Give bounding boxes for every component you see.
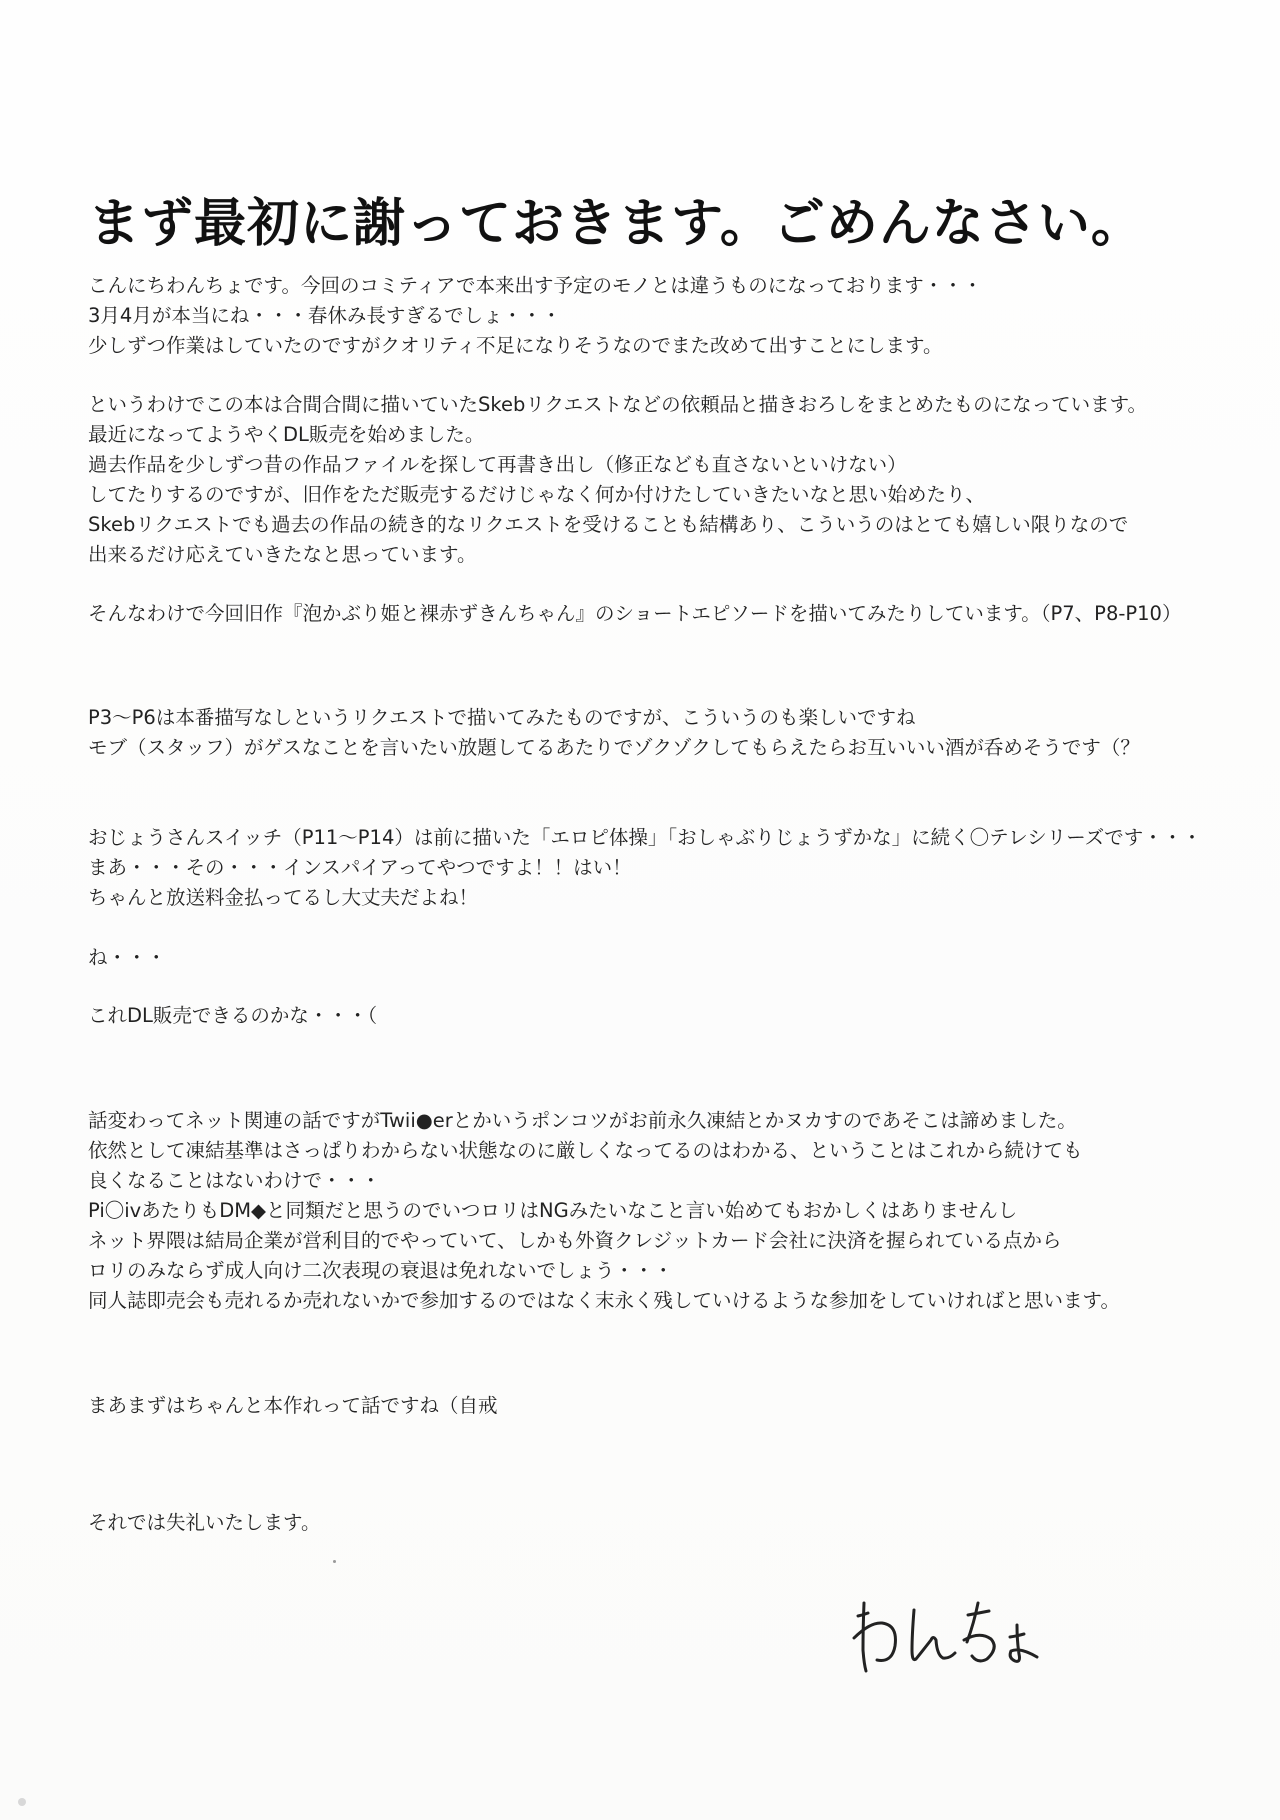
text-line: 3月4月が本当にね・・・春休み長すぎるでしょ・・・ xyxy=(88,304,562,327)
text-line: 過去作品を少しずつ昔の作品ファイルを探して再書き出し（修正なども直さないといけない） xyxy=(88,453,907,476)
text-line: ね・・・ xyxy=(88,946,167,969)
text-line: まあ・・・その・・・インスパイアってやつですよ！！はい！ xyxy=(88,856,632,879)
text-line: おじょうさんスイッチ（P11～P14）は前に描いた「エロピ体操」「おしゃぶりじょうずかな」に続く〇テレシリーズです・・・ xyxy=(88,826,1202,849)
text-line: 良くなることはないわけで・・・ xyxy=(88,1169,381,1192)
text-line: まあまずはちゃんと本作れって話ですね（自戒 xyxy=(88,1394,498,1417)
paper-speck xyxy=(333,1560,336,1563)
text-line: ちゃんと放送料金払ってるし大丈夫だよね！ xyxy=(88,886,479,909)
page-title: まず最初に謝っておきます。ごめんなさい。 xyxy=(88,193,1144,254)
text-line: それでは失礼いたします。 xyxy=(88,1511,321,1534)
text-line: というわけでこの本は合間合間に描いていたSkebリクエストなどの依頼品と描きおろしをまとめたものになっています。 xyxy=(88,393,1148,416)
text-line: 出来るだけ応えていきたなと思っています。 xyxy=(88,543,477,566)
text-line: 最近になってようやくDL販売を始めました。 xyxy=(88,423,485,446)
text-line: これDL販売できるのかな・・・（ xyxy=(88,1004,378,1027)
text-line: 話変わってネット関連の話ですがTwii●erとかいうポンコツがお前永久凍結とかヌカすのであそこは諦めました。 xyxy=(88,1109,1077,1132)
text-line: してたりするのですが、旧作をただ販売するだけじゃなく何か付けたしていきたいなと思い始めたり、 xyxy=(88,483,986,506)
text-line: 同人誌即売会も売れるか売れないかで参加するのではなく末永く残していけるような参加をしていければと思います。 xyxy=(88,1289,1120,1312)
text-line: 依然として凍結基準はさっぱりわからない状態なのに厳しくなってるのはわかる、ということはこれから続けても xyxy=(88,1139,1083,1162)
text-line: モブ（スタッフ）がゲスなことを言いたい放題してるあたりでゾクゾクしてもらえたらお互いいい酒が呑めそうです（？ xyxy=(88,736,1140,759)
text-line: そんなわけで今回旧作『泡かぶり姫と裸赤ずきんちゃん』のショートエピソードを描いてみたりしています。（P7、P8-P10） xyxy=(88,602,1182,625)
text-line: Skebリクエストでも過去の作品の続き的なリクエストを受けることも結構あり、こういうのはとても嬉しい限りなので xyxy=(88,513,1129,536)
text-line: P3～P6は本番描写なしというリクエストで描いてみたものですが、こういうのも楽しいですね xyxy=(88,706,916,729)
text-line: こんにちわんちょです。今回のコミティアで本来出す予定のモノとは違うものになっております・・・ xyxy=(88,274,983,297)
handwritten-signature xyxy=(846,1592,1056,1678)
text-line: 少しずつ作業はしていたのですがクオリティ不足になりそうなのでまた改めて出すことにします。 xyxy=(88,334,943,357)
text-line: Pi〇ivあたりもDM◆と同類だと思うのでいつロリはNGみたいなこと言い始めてもおかしくはありませんし xyxy=(88,1199,1018,1222)
text-line: ロリのみならず成人向け二次表現の衰退は免れないでしょう・・・ xyxy=(88,1259,674,1282)
paper-speck xyxy=(18,1798,26,1806)
text-line: ネット界隈は結局企業が営利目的でやっていて、しかも外資クレジットカード会社に決済を握られている点から xyxy=(88,1229,1062,1252)
